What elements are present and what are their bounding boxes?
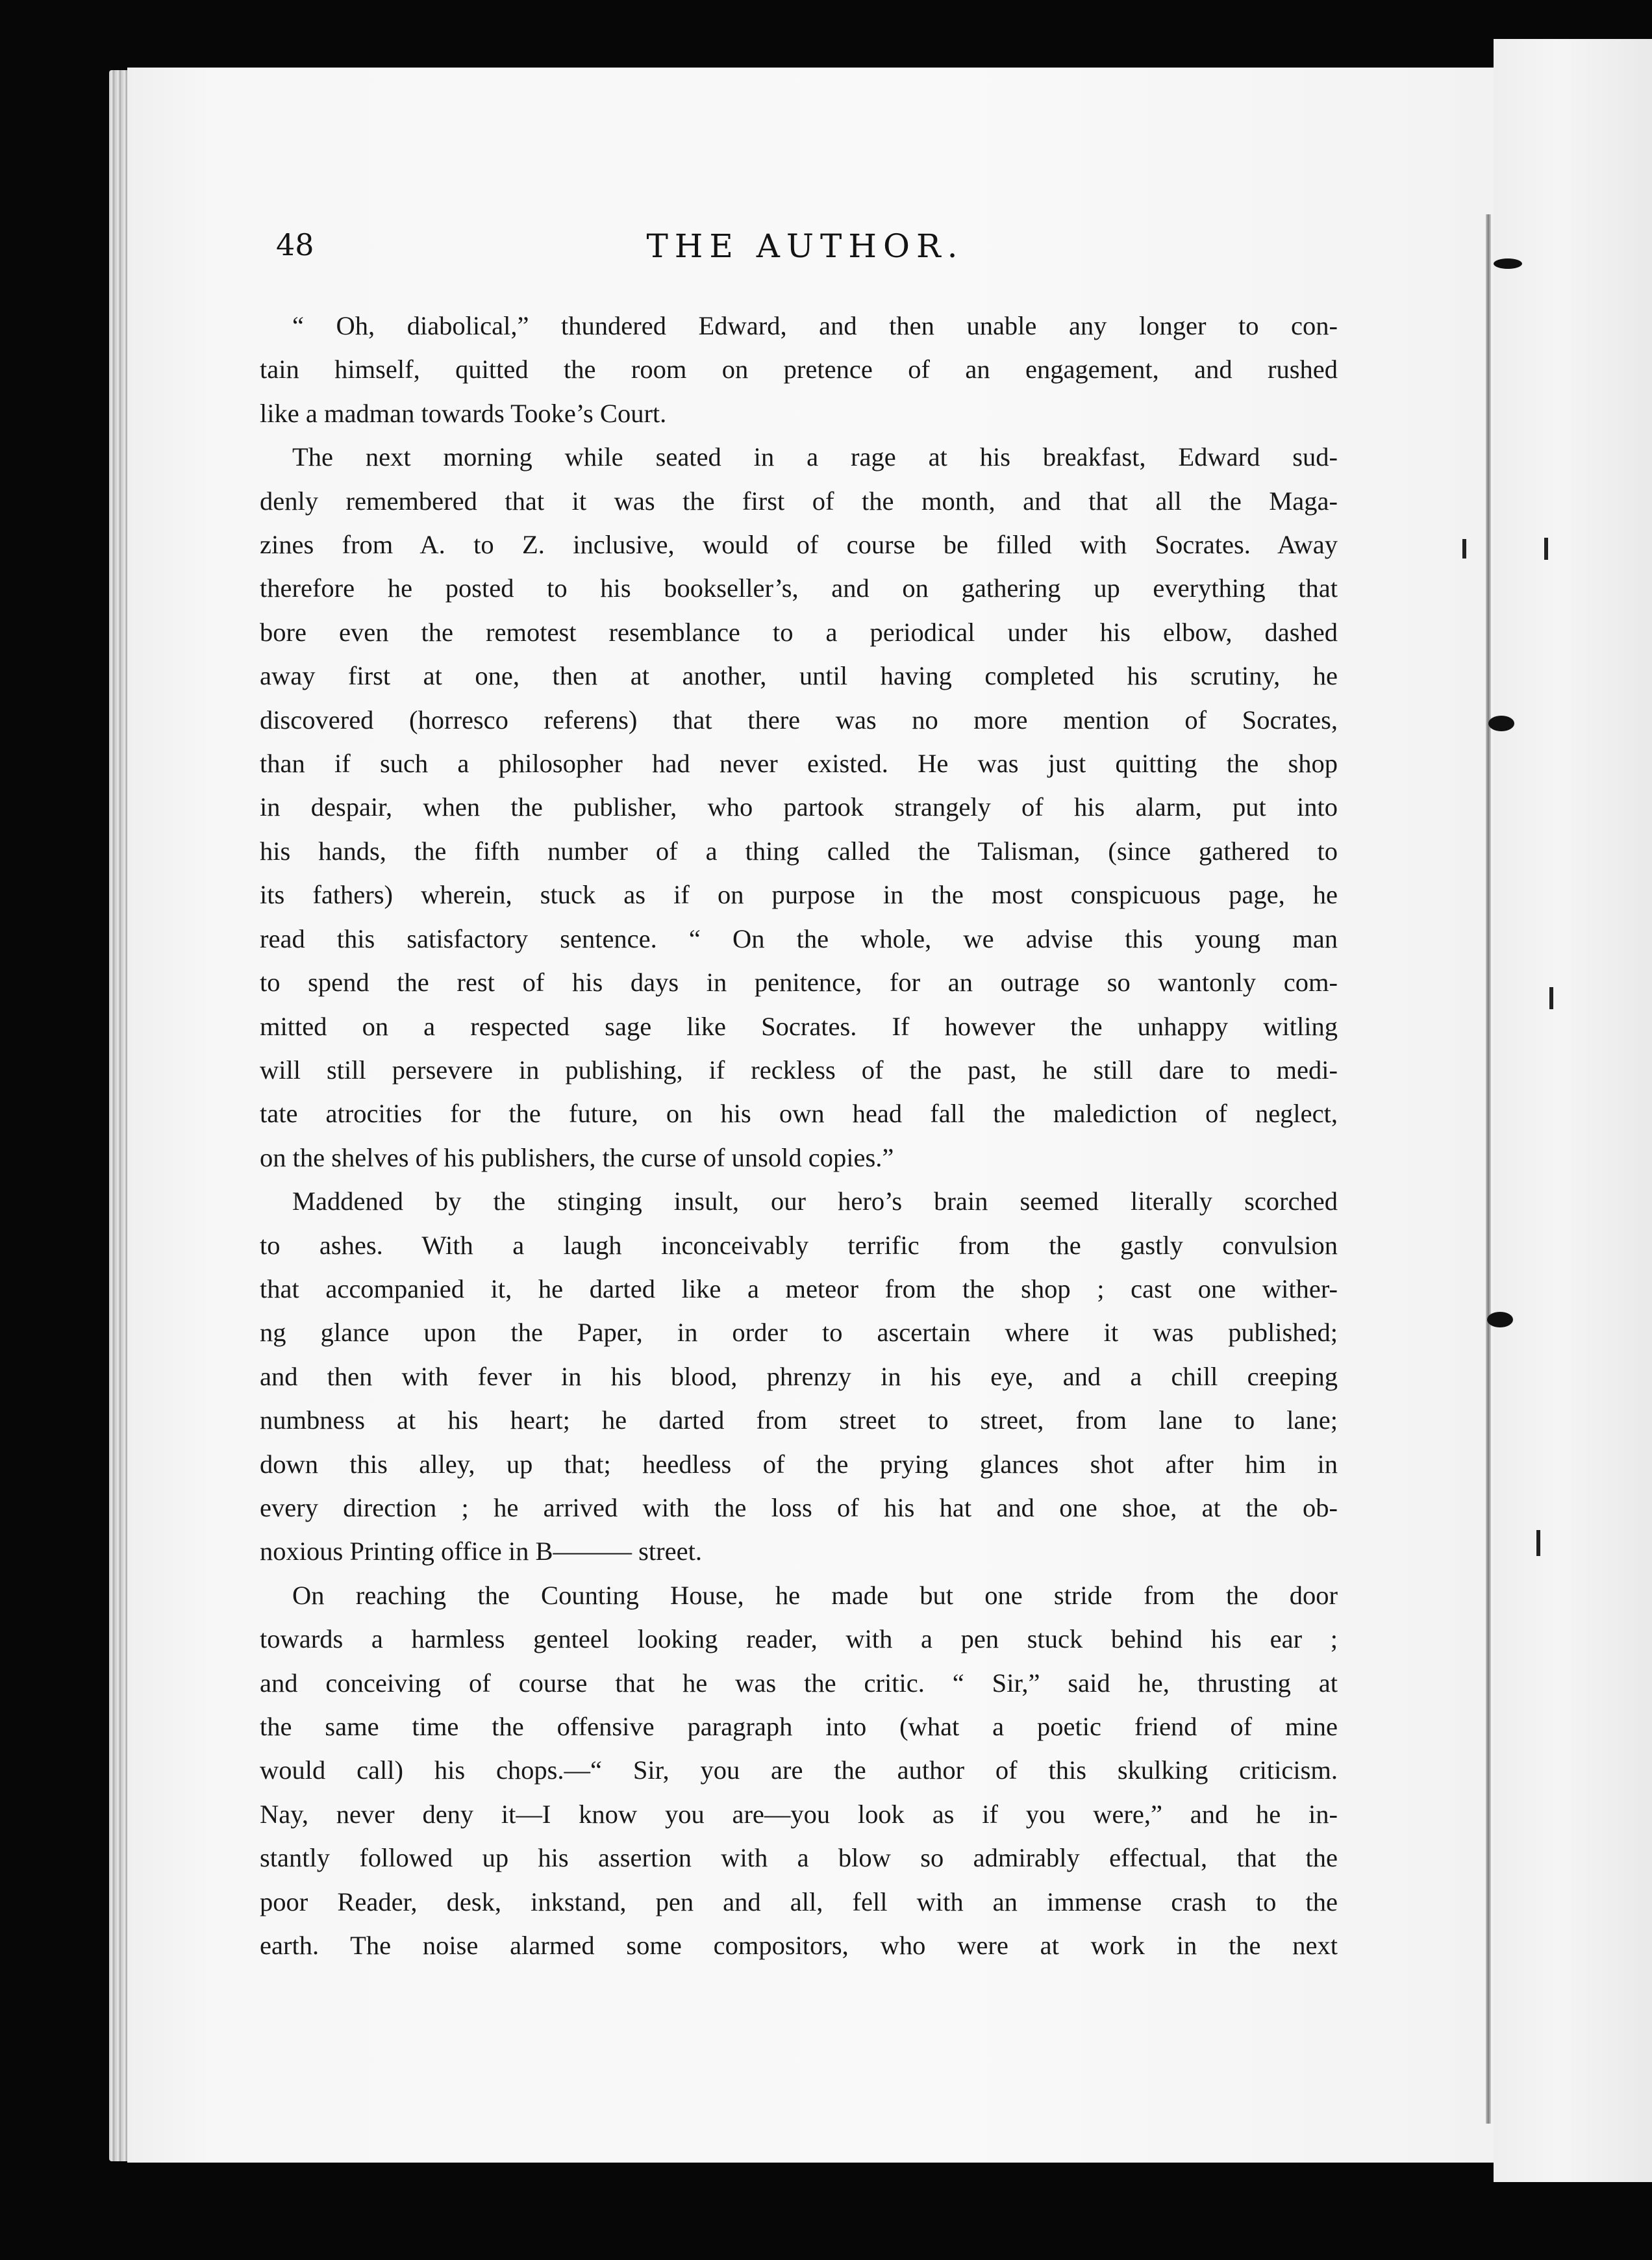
- paragraph: [260, 435, 1338, 1179]
- text-line: read this satisfactory sentence. “ On the whole, we advise this young man: [260, 923, 1338, 953]
- text-line: tain himself, quitted the room on pretence of an engagement, and rushed: [260, 355, 1338, 384]
- text-line: to spend the rest of his days in penitence, for an outrage so wantonly com-: [260, 968, 1338, 998]
- facing-page: [1494, 39, 1652, 2182]
- page-number: 48: [276, 227, 314, 262]
- binding-mark: [1488, 716, 1514, 731]
- text-line: the same time the offensive paragraph into (what a poetic friend of mine: [260, 1712, 1338, 1741]
- binding-mark: [1462, 539, 1466, 559]
- body-text: [260, 304, 1338, 1967]
- text-line: tate atrocities for the future, on his own head fall the malediction of neglect,: [260, 1099, 1338, 1129]
- running-title: THE AUTHOR.: [646, 227, 964, 265]
- text-line: denly remembered that it was the first of the month, and that all the Maga-: [260, 486, 1338, 516]
- text-line: The next morning while seated in a rage at his breakfast, Edward sud-: [292, 442, 1338, 472]
- text-line: down this alley, up that; heedless of the prying glances shot after him in: [260, 1449, 1338, 1479]
- binding-mark: [1536, 1530, 1540, 1556]
- binding-mark: [1544, 538, 1548, 560]
- text-line: bore even the remotest resemblance to a periodical under his elbow, dashed: [260, 617, 1338, 647]
- binding-mark: [1549, 987, 1553, 1009]
- binding-gutter: [1486, 214, 1491, 2124]
- text-line: every direction ; he arrived with the loss of his hat and one shoe, at the ob-: [260, 1492, 1338, 1522]
- text-line: on the shelves of his publishers, the curse of unsold copies.”: [260, 1142, 894, 1172]
- page-header: [276, 227, 1334, 279]
- text-line: to ashes. With a laugh inconceivably terrific from the gastly convulsion: [260, 1230, 1338, 1260]
- text-line: would call) his chops.—“ Sir, you are the author of this skulking criticism.: [260, 1755, 1338, 1785]
- paragraph: [260, 304, 1338, 435]
- text-line: away first at one, then at another, until having completed his scrutiny, he: [260, 661, 1338, 691]
- text-line: and then with fever in his blood, phrenzy in his eye, and a chill creeping: [260, 1361, 1338, 1391]
- text-line: its fathers) wherein, stuck as if on purpose in the most conspicuous page, he: [260, 880, 1338, 910]
- text-line: mitted on a respected sage like Socrates. If however the unhappy witling: [260, 1011, 1338, 1041]
- text-line: Maddened by the stinging insult, our hero’s brain seemed literally scorched: [292, 1186, 1338, 1216]
- text-line: stantly followed up his assertion with a blow so admirably effectual, that the: [260, 1843, 1338, 1873]
- text-line: will still persevere in publishing, if reckless of the past, he still dare to medi-: [260, 1055, 1338, 1085]
- text-line: discovered (horresco referens) that there was no more mention of Socrates,: [260, 705, 1338, 734]
- binding-mark: [1487, 1312, 1513, 1327]
- text-line: and conceiving of course that he was the critic. “ Sir,” said he, thrusting at: [260, 1668, 1338, 1698]
- text-line: therefore he posted to his bookseller’s, and on gathering up everything that: [260, 573, 1338, 603]
- text-line: earth. The noise alarmed some compositors, who were at work in the next: [260, 1931, 1338, 1961]
- text-line: his hands, the fifth number of a thing called the Talisman, (since gathered to: [260, 836, 1338, 866]
- text-line: Nay, never deny it—I know you are—you look as if you were,” and he in-: [260, 1799, 1338, 1829]
- binding-mark: [1494, 258, 1522, 269]
- text-line: On reaching the Counting House, he made but one stride from the door: [292, 1580, 1338, 1610]
- text-line: poor Reader, desk, inkstand, pen and all, fell with an immense crash to the: [260, 1887, 1338, 1916]
- text-line: ng glance upon the Paper, in order to ascertain where it was published;: [260, 1318, 1338, 1348]
- text-line: noxious Printing office in B——— street.: [260, 1537, 702, 1566]
- text-line: “ Oh, diabolical,” thundered Edward, and then unable any longer to con-: [292, 311, 1338, 340]
- text-line: that accompanied it, he darted like a meteor from the shop ; cast one wither-: [260, 1274, 1338, 1303]
- text-line: like a madman towards Tooke’s Court.: [260, 398, 667, 428]
- text-line: in despair, when the publisher, who partook strangely of his alarm, put into: [260, 792, 1338, 822]
- paragraph: [260, 1574, 1338, 1968]
- text-line: than if such a philosopher had never existed. He was just quitting the shop: [260, 749, 1338, 779]
- paragraph: [260, 1179, 1338, 1574]
- text-line: zines from A. to Z. inclusive, would of course be filled with Socrates. Away: [260, 530, 1338, 560]
- text-line: towards a harmless genteel looking reader, with a pen stuck behind his ear ;: [260, 1624, 1338, 1654]
- text-line: numbness at his heart; he darted from street to street, from lane to lane;: [260, 1405, 1338, 1435]
